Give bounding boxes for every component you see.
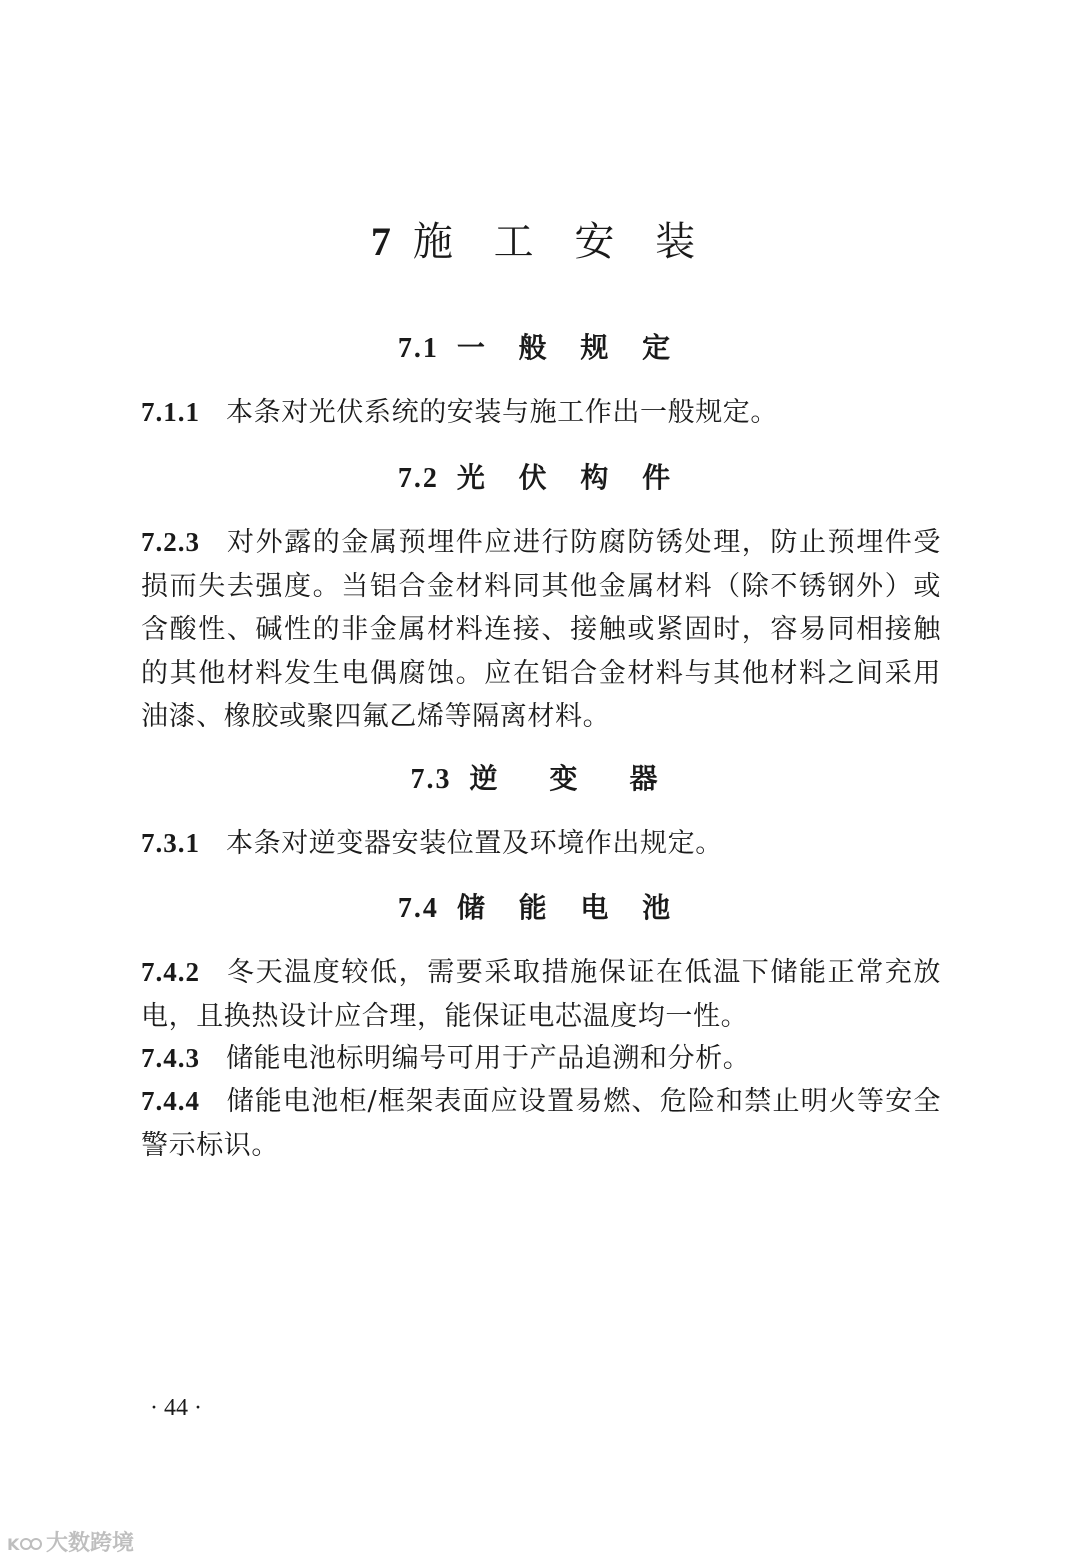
svg-text:K: K [7, 1535, 20, 1554]
chapter-number: 7 [370, 219, 391, 264]
section-title-text: 光 伏 构 件 [456, 461, 683, 494]
section-title-text: 储 能 电 池 [456, 891, 683, 924]
chapter-title [0, 214, 1080, 270]
chapter-title-text: 施 工 安 装 [412, 219, 710, 265]
page-number: · 44 · [150, 1395, 202, 1421]
clause-7-4-4 [141, 1080, 941, 1167]
clause-7-4-2 [141, 951, 941, 1038]
watermark-logo-icon [6, 1532, 42, 1556]
clause-text: 冬天温度较低，需要采取措施保证在低温下储能正常充放电，且换热设计应合理，能保证电芯温度均一性。 [141, 957, 941, 1032]
watermark-text: 大数跨境 [46, 1531, 135, 1556]
section-title-7-1 [0, 328, 1080, 369]
section-title-text: 一 般 规 定 [456, 331, 683, 364]
clause-7-4-3 [141, 1037, 941, 1081]
section-title-7-4 [0, 888, 1080, 929]
section-title-7-3 [0, 759, 1080, 800]
clause-number: 7.4.2 [141, 957, 200, 987]
section-number: 7.1 [397, 333, 439, 364]
section-title-7-2 [0, 458, 1080, 499]
section-number: 7.3 [410, 764, 452, 795]
section-number: 7.2 [397, 463, 439, 494]
section-title-text: 逆 变 器 [469, 762, 670, 795]
clause-text: 储能电池标明编号可用于产品追溯和分析。 [226, 1043, 751, 1074]
section-number: 7.4 [397, 893, 439, 924]
clause-text: 本条对逆变器安装位置及环境作出规定。 [226, 828, 723, 859]
clause-text: 本条对光伏系统的安装与施工作出一般规定。 [226, 397, 778, 428]
clause-text: 储能电池柜/框架表面应设置易燃、危险和禁止明火等安全警示标识。 [141, 1086, 941, 1161]
clause-number: 7.1.1 [141, 397, 200, 427]
clause-number: 7.3.1 [141, 828, 200, 858]
watermark [6, 1530, 134, 1558]
clause-7-3-1 [141, 822, 941, 866]
clause-number: 7.4.4 [141, 1086, 200, 1116]
clause-number: 7.4.3 [141, 1043, 200, 1073]
clause-7-1-1 [141, 391, 941, 435]
clause-7-2-3 [141, 521, 941, 739]
clause-text: 对外露的金属预埋件应进行防腐防锈处理，防止预埋件受损而失去强度。当铝合金材料同其他金属材料（除不锈钢外）或含酸性、碱性的非金属材料连接、接触或紧固时，容易同相接触的其他材料发生电偶腐蚀。应在铝合金材料与其他材料之间采用油漆、橡胶或聚四氟乙烯等隔离材料。 [141, 527, 941, 732]
clause-number: 7.2.3 [141, 527, 200, 557]
